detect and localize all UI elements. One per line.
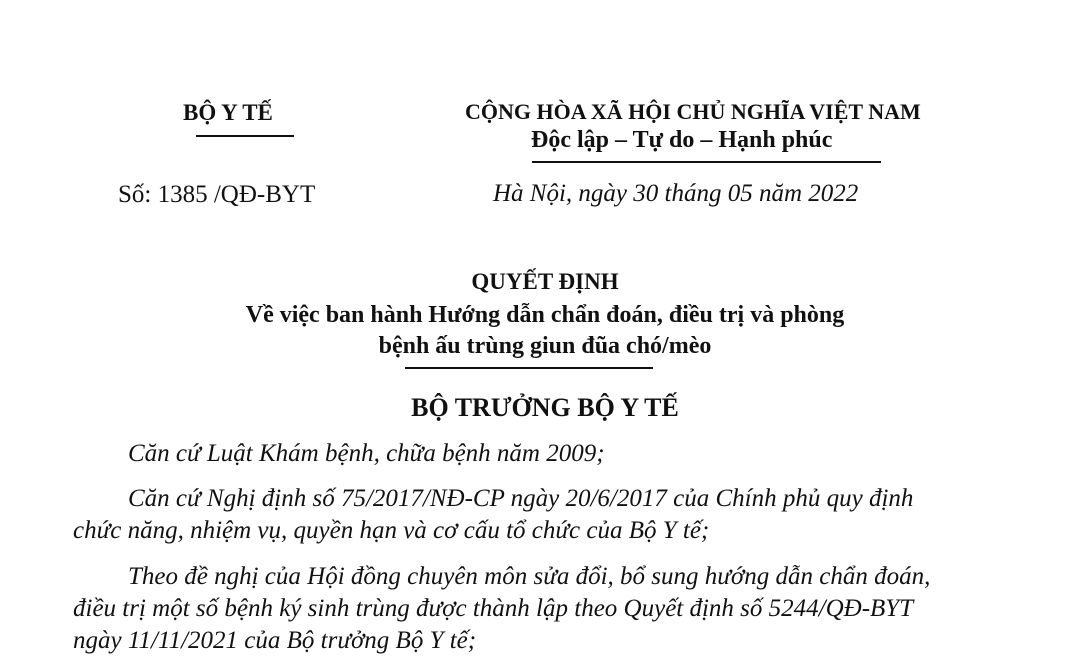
agency-underline xyxy=(196,135,294,137)
subject-underline xyxy=(405,367,653,369)
document-number: Số: 1385 /QĐ-BYT xyxy=(118,181,316,208)
body-paragraph-line: Căn cứ Luật Khám bệnh, chữa bệnh năm 2009; xyxy=(128,440,605,467)
national-title: CỘNG HÒA XÃ HỘI CHỦ NGHĨA VIỆT NAM xyxy=(465,99,921,124)
subject-line: Về việc ban hành Hướng dẫn chẩn đoán, điều trị và phòng xyxy=(245,302,845,328)
body-paragraph-line: chức năng, nhiệm vụ, quyền hạn và cơ cấu tổ chức của Bộ Y tế; xyxy=(73,517,710,544)
issuer-heading: BỘ TRƯỞNG BỘ Y TẾ xyxy=(411,393,679,422)
issuing-agency: BỘ Y TẾ xyxy=(183,100,273,125)
body-paragraph-line: điều trị một số bệnh ký sinh trùng được thành lập theo Quyết định số 5244/QĐ-BYT xyxy=(73,595,914,622)
motto-underline xyxy=(532,161,881,163)
body-paragraph-line: Theo đề nghị của Hội đồng chuyên môn sửa đổi, bổ sung hướng dẫn chẩn đoán, xyxy=(128,563,931,590)
national-motto: Độc lập – Tự do – Hạnh phúc xyxy=(531,127,833,153)
body-paragraph-line: ngày 11/11/2021 của Bộ trưởng Bộ Y tế; xyxy=(73,627,477,654)
body-paragraph-line: Căn cứ Nghị định số 75/2017/NĐ-CP ngày 20/6/2017 của Chính phủ quy định xyxy=(128,485,914,512)
document-type-heading: QUYẾT ĐỊNH xyxy=(471,269,619,294)
place-and-date: Hà Nội, ngày 30 tháng 05 năm 2022 xyxy=(493,180,859,207)
subject-line: bệnh ấu trùng giun đũa chó/mèo xyxy=(378,333,712,359)
